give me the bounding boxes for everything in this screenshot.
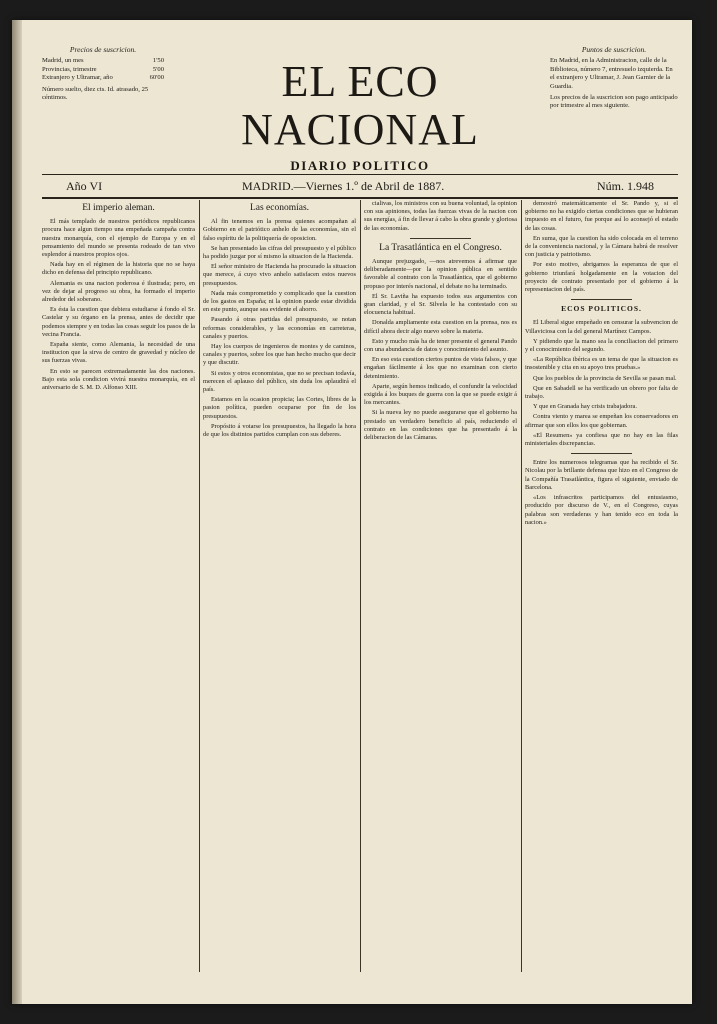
news-item: Y pidiendo que la mano sea la conciliacion del primero y el conocimiento del segundo.: [525, 337, 678, 354]
article-paragraph: Se han presentado las cifras del presupuesto y el público ha podido juzgar por sí mismo la situacion de la Hacienda.: [203, 244, 356, 261]
price-value: 60'00: [149, 74, 164, 82]
binding-spine: [12, 20, 22, 1004]
subscription-points-box: [550, 46, 678, 111]
column-2: [203, 200, 356, 972]
news-item: Contra viento y marea se empeñan los conservadores en afirmar que son ellos los que gobiernan.: [525, 413, 678, 429]
price-row: [42, 57, 164, 65]
article-paragraph: El más templado de nuestros periódicos republicanos procura hace algun tiempo una empeñada campaña contra nuestra monarquía, con el ejemplo de Europa y en el pensamiento del mundo se presenta rodeado de tan vivo esplendor á nuestros propios ojos.: [42, 218, 195, 259]
column-rule: [521, 200, 522, 972]
article-paragraph: Donalda ampliamente esta cuestion en la prensa, nos es difícil ahora decir algo nuevo sobre la materia.: [364, 319, 517, 335]
newspaper-subtitle: DIARIO POLITICO: [290, 158, 430, 173]
article-paragraph: Estamos en la ocasion propicia; las Cortes, libres de la pasion política, pueden ocuparse por fin de los presupuestos.: [203, 396, 356, 420]
article-paragraph: El señor ministro de Hacienda ha procurado la situacion que merece, á cuyo vivo anhelo satisfacen estos nuevos presupuestos.: [203, 263, 356, 287]
article-paragraph: cialivas, los ministros con su buena voluntad, la opinion con sus apiniones, todas las fuerzas vivas de la nacion con sus energías, á fin de llevar á cabo la obra grande y gloriosa de las economías.: [364, 200, 517, 232]
price-label: Extranjero y Ultramar, año: [42, 74, 113, 82]
section-divider: [571, 299, 632, 300]
section-divider: [410, 238, 471, 239]
article-heading: El imperio aleman.: [82, 203, 155, 213]
newspaper-page: [12, 20, 692, 1004]
masthead: [160, 58, 560, 174]
news-item: Que en Sabadell se ha verificado un obrero por falta de trabajo.: [525, 384, 678, 401]
article-paragraph: Es ésta la cuestion que debiera estudiarse á fondo el Sr. Castelar y su órgano en la prensa, antes de decidir que podemos siempre y en todas las cosas seguir los pasos de la vecina Francia.: [42, 306, 195, 338]
subscription-title: Precios de suscricion.: [69, 45, 137, 54]
article-paragraph: Aunque prejuzgado, —nos atrevemos á afirmar que deliberadamente—por la opinion pública en sentido favorable al contrato con la Trasatlántica, que el gobierno propuso por interés nacional, el debate no ha terminado.: [364, 258, 517, 290]
section-heading: ECOS POLITICOS.: [561, 304, 642, 314]
article-heading: La Trasatlántica en el Congreso.: [379, 242, 502, 253]
article-paragraph: España siente, como Alemania, la necesidad de una institucion que la sirva de centro de gravedad y núcleo de sus fuerzas vivas.: [42, 341, 195, 365]
article-paragraph: Alemania es una nacion poderosa é ilustrada; pero, en vez de dejar al progreso su obra, ha formado el imperio alrededor del soberano.: [42, 279, 195, 304]
article-paragraph: En esto se parecen extremadamente las dos naciones. Bajo esta sola condicion vivirá nuestra monarquía, en el aniversario de S. M. D. Alfonso XIII.: [42, 367, 195, 392]
article-paragraph: Por esto motivo, abrigamos la esperanza de que el gobierno triunfará holgadamente en la votacion del proyecto de contrato presentado por el gobierno á la representacion del país.: [525, 261, 678, 294]
subscription-prices-box: [42, 46, 164, 102]
column-rule: [199, 200, 200, 972]
price-row: [42, 74, 164, 82]
article-paragraph: Esto y mucho más ha de tener presente el general Pando con una abundancia de datos y conocimiento del asunto.: [364, 337, 517, 354]
article-paragraph: Pasando á otras partidas del presupuesto, se notan reformas considerables, y las economías en carreteras, canales y puertos.: [203, 316, 356, 340]
price-row: [42, 66, 164, 74]
newspaper-title: EL ECO NACIONAL: [241, 57, 479, 154]
article-paragraph: demostró matemáticamente el Sr. Pando y, si el gobierno no ha exigido ciertas condiciones que se hubieran impuesto en el futuro, fue porque así lo aconsejó el estado de las cosas.: [525, 200, 678, 232]
volume-year: Año VI: [66, 179, 103, 193]
news-item: «El Resumen» ya confiesa que no hay en las filas ministeriales discrepancias.: [525, 431, 678, 448]
price-value: 1'50: [152, 57, 164, 65]
article-columns: [42, 200, 678, 972]
subscription-points-title: Puntos de suscricion.: [581, 45, 647, 54]
column-1: [42, 200, 195, 972]
subscription-points-text: En Madrid, en la Administracion, calle de la Biblioteca, número 7, entresuelo izquierda. En el extranjero y Ultramar, J. Jean Garnier de la Guardia.: [550, 57, 673, 90]
news-item: Y que en Granada hay crisis trabajadora.: [533, 403, 637, 411]
issue-date: MADRID.—Viernes 1.º de Abril de 1887.: [242, 179, 445, 193]
subscription-points-note: Los precios de la suscricion son pago anticipado por trimestre al mes siguiente.: [550, 94, 678, 110]
article-heading: Las economías.: [249, 203, 310, 213]
article-paragraph: Nada más comprometido y complicado que la cuestion de los gastos en España; ni la opinion puede estar dividida en este punto, aunque sea evidente el ahorro.: [203, 289, 356, 314]
news-item: «Los infrascritos participamos del entusiasmo, producido por discurso de V., en el Congreso, cuyas palabras son verdaderas y han tenido eco en toda la nacion.»: [525, 494, 678, 526]
subscription-note: Número suelto, diez cts. Id. atrasado, 25 céntimos.: [42, 85, 149, 102]
article-paragraph: Al fin tenemos en la prensa quienes acompañan al Gobierno en el patriótico anhelo de las economías, sin el falso espíritu de la politiquería de oposicion.: [203, 218, 356, 242]
article-paragraph: El Sr. Laviña ha expuesto todos sus argumentos con gran claridad, y el Sr. Silvela le ha contestado con su elocuencia habitual.: [364, 292, 517, 317]
news-item: Que los pueblos de la provincia de Sevilla se pasan mal.: [533, 374, 677, 382]
column-3: [364, 200, 517, 972]
dateline: [42, 174, 678, 199]
price-label: Madrid, un mes: [42, 57, 84, 65]
article-paragraph: Nada hay en el régimen de la historia que no se haya dicho en defensa del principio republicano.: [42, 261, 195, 277]
article-paragraph: En suma, que la cuestion ha sido colocada en el terreno de la conveniencia nacional, y la Cámara habrá de resolver con justicia y patriotismo.: [525, 234, 678, 259]
column-rule: [360, 200, 361, 972]
article-paragraph: Propósito á votarse los presupuestos, ha llegado la hora de que los distintos partidos cumplan con sus deberes.: [203, 422, 356, 439]
section-divider: [571, 453, 632, 454]
article-paragraph: Aparte, según hemos indicado, el confundir la velocidad exigida á los buques de guerra con la que se puede exigir á los mercantes.: [364, 382, 517, 407]
news-item: «La República ibérica es un tema de que la situacion es insostenible y cita en su apoyo tres pruebas.»: [525, 356, 678, 372]
price-label: Provincias, trimestre: [42, 65, 97, 73]
article-paragraph: En eso esta cuestion ciertos puntos de vista falsos, y que engañan fácilmente á los que no examinan con cierto detenimiento.: [364, 356, 517, 380]
news-item: El Liberal sigue empeñado en censurar la subvencion de Villaviciosa con la del general Martínez Campos.: [525, 319, 678, 335]
article-paragraph: Si la nueva ley no puede asegurarse que el gobierno ha prestado un verdadero beneficio al país, reduciendo el contrato en las condiciones que ha presentado á la deliberacion de las Cámaras.: [364, 409, 517, 442]
issue-number: Núm. 1.948: [597, 179, 654, 193]
article-paragraph: Hay los cuerpos de ingenieros de montes y de caminos, canales y puertos, sobre los que han hecho mucho que decir y que discutir.: [203, 343, 356, 367]
article-paragraph: Si estos y otros economistas, que no se precisan todavía, merecen el aplauso del público, sin duda los aplaudirá el país.: [203, 369, 356, 394]
price-value: 5'00: [152, 65, 164, 73]
news-item: Entre los numerosos telegramas que ha recibido el Sr. Nicolau por la brillante defensa que hizo en el Congreso de la Compañía Trasatlántica, figura el siguiente, enviado de Barcelona.: [525, 459, 678, 491]
column-4: [525, 200, 678, 972]
